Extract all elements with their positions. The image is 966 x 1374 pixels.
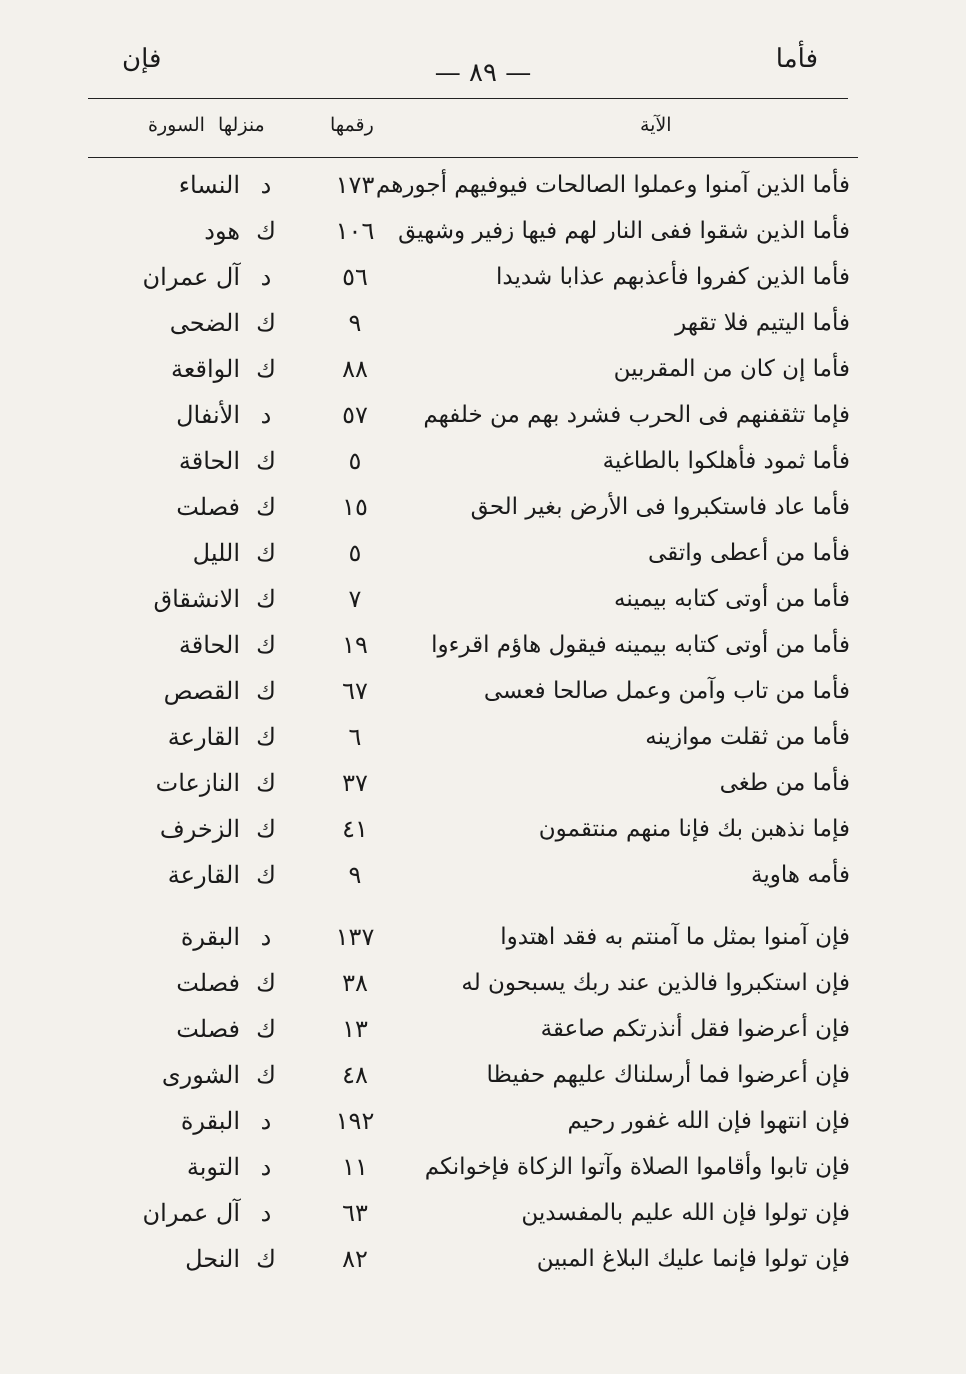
revelation-place: ك [256, 539, 276, 567]
table-row [0, 530, 966, 576]
sura-name: البقرة [180, 1107, 240, 1135]
sura-name: البقرة [180, 923, 240, 951]
aya-text: فأما من تاب وآمن وعمل صالحا فعسى [483, 678, 850, 704]
table-row [0, 208, 966, 254]
sura-name: هود [204, 217, 240, 245]
table-row [0, 1006, 966, 1052]
aya-number: ١٠٦ [335, 217, 375, 245]
table-row [0, 668, 966, 714]
sura-name: الليل [192, 539, 240, 567]
table-row [0, 484, 966, 530]
revelation-place: ك [256, 309, 276, 337]
sura-name: آل عمران [142, 263, 240, 291]
table-row [0, 1052, 966, 1098]
aya-text: فأما اليتيم فلا تقهر [675, 310, 850, 336]
aya-number: ٧ [348, 585, 362, 613]
aya-text: فإما نذهبن بك فإنا منهم منتقمون [538, 816, 850, 842]
running-header-right: فأما [775, 44, 818, 74]
table-row [0, 852, 966, 898]
column-header-aya: الآية [640, 114, 672, 136]
sura-name: الأنفال [176, 401, 240, 429]
table-row [0, 300, 966, 346]
revelation-place: د [260, 263, 272, 291]
table-row [0, 760, 966, 806]
aya-number: ٥٦ [342, 263, 368, 291]
table-row [0, 806, 966, 852]
revelation-place: ك [256, 631, 276, 659]
aya-number: ٨٢ [342, 1245, 368, 1273]
revelation-place: ك [256, 1015, 276, 1043]
aya-number: ٥٧ [342, 401, 368, 429]
revelation-place: ك [256, 585, 276, 613]
table-row [0, 960, 966, 1006]
aya-number: ٨٨ [342, 355, 368, 383]
sura-name: القارعة [167, 723, 240, 751]
aya-number: ١٥ [342, 493, 368, 521]
aya-text: فإن استكبروا فالذين عند ربك يسبحون له [461, 970, 850, 996]
revelation-place: د [260, 1153, 272, 1181]
revelation-place: ك [256, 723, 276, 751]
sura-name: الواقعة [171, 355, 240, 383]
sura-name: فصلت [176, 969, 240, 997]
revelation-place: ك [256, 493, 276, 521]
aya-text: فإن أعرضوا فما أرسلناك عليهم حفيظا [486, 1062, 850, 1088]
sura-name: النحل [185, 1245, 240, 1273]
revelation-place: ك [256, 355, 276, 383]
sura-name: الشورى [161, 1061, 240, 1089]
sura-name: التوبة [186, 1153, 240, 1181]
table-row [0, 346, 966, 392]
header-rule [88, 98, 848, 99]
table-row [0, 1144, 966, 1190]
column-header-sura: السورة [148, 114, 205, 136]
aya-number: ١٣٧ [335, 923, 375, 951]
sura-name: الحاقة [178, 447, 240, 475]
revelation-place: ك [256, 969, 276, 997]
revelation-place: د [260, 1107, 272, 1135]
sura-name: الضحى [169, 309, 240, 337]
revelation-place: د [260, 401, 272, 429]
running-header-left: فإن [122, 44, 162, 74]
table-row [0, 576, 966, 622]
aya-text: فإن تابوا وأقاموا الصلاة وآتوا الزكاة فإخوانكم [424, 1154, 850, 1180]
table-row [0, 162, 966, 208]
aya-number: ٦٧ [342, 677, 368, 705]
aya-number: ٣٧ [342, 769, 368, 797]
aya-number: ٤١ [342, 815, 368, 843]
aya-text: فإن انتهوا فإن الله غفور رحيم [567, 1108, 850, 1134]
aya-number: ٦٣ [342, 1199, 368, 1227]
sura-name: آل عمران [142, 1199, 240, 1227]
aya-text: فإن تولوا فإن الله عليم بالمفسدين [521, 1200, 850, 1226]
sura-name: القصص [163, 677, 240, 705]
table-row [0, 1190, 966, 1236]
aya-text: فأما من طغى [719, 770, 850, 796]
sura-name: الحاقة [178, 631, 240, 659]
sura-name: فصلت [176, 1015, 240, 1043]
aya-number: ١٩٢ [335, 1107, 375, 1135]
sura-name: الانشقاق [153, 585, 240, 613]
aya-number: ٩ [348, 309, 362, 337]
aya-number: ١٧٣ [335, 171, 375, 199]
table-row [0, 254, 966, 300]
aya-text: فأما من أعطى واتقى [648, 540, 850, 566]
aya-text: فأما من أوتى كتابه بيمينه فيقول هاؤم اقرءوا [431, 632, 850, 658]
table-row [0, 1098, 966, 1144]
table-row [0, 438, 966, 484]
page-number: — ٨٩ — [434, 58, 532, 88]
aya-number: ٩ [348, 861, 362, 889]
aya-text: فأما إن كان من المقربين [613, 356, 850, 382]
revelation-place: ك [256, 677, 276, 705]
revelation-place: د [260, 171, 272, 199]
aya-text: فإن آمنوا بمثل ما آمنتم به فقد اهتدوا [500, 924, 850, 950]
aya-number: ٥ [348, 539, 362, 567]
aya-number: ١٣ [342, 1015, 368, 1043]
column-header-rule [88, 157, 858, 158]
sura-name: القارعة [167, 861, 240, 889]
table-row [0, 714, 966, 760]
aya-text: فأما الذين شقوا ففى النار لهم فيها زفير وشهيق [398, 218, 850, 244]
revelation-place: د [260, 1199, 272, 1227]
aya-number: ٥ [348, 447, 362, 475]
sura-name: النازعات [155, 769, 240, 797]
aya-text: فإن تولوا فإنما عليك البلاغ المبين [536, 1246, 850, 1272]
aya-number: ١١ [342, 1153, 368, 1181]
column-header-number: رقمها [330, 114, 374, 136]
aya-text: فأما الذين آمنوا وعملوا الصالحات فيوفيهم أجورهم [375, 172, 850, 198]
aya-text: فإما تثقفنهم فى الحرب فشرد بهم من خلفهم [423, 402, 850, 428]
aya-text: فأما عاد فاستكبروا فى الأرض بغير الحق [470, 494, 850, 520]
table-row [0, 392, 966, 438]
sura-name: فصلت [176, 493, 240, 521]
aya-number: ٤٨ [342, 1061, 368, 1089]
aya-text: فأمه هاوية [751, 862, 850, 888]
aya-text: فأما ثمود فأهلكوا بالطاغية [602, 448, 850, 474]
revelation-place: ك [256, 1061, 276, 1089]
column-header-place: منزلها [218, 114, 265, 136]
table-row [0, 622, 966, 668]
revelation-place: ك [256, 861, 276, 889]
aya-text: فأما من ثقلت موازينه [645, 724, 850, 750]
revelation-place: د [260, 923, 272, 951]
aya-text: فإن أعرضوا فقل أنذرتكم صاعقة [540, 1016, 850, 1042]
sura-name: النساء [178, 171, 240, 199]
table-row [0, 914, 966, 960]
aya-number: ٦ [348, 723, 362, 751]
revelation-place: ك [256, 1245, 276, 1273]
sura-name: الزخرف [159, 815, 240, 843]
revelation-place: ك [256, 769, 276, 797]
revelation-place: ك [256, 815, 276, 843]
aya-number: ٣٨ [342, 969, 368, 997]
revelation-place: ك [256, 447, 276, 475]
revelation-place: ك [256, 217, 276, 245]
table-row [0, 1236, 966, 1282]
aya-text: فأما من أوتى كتابه بيمينه [614, 586, 850, 612]
aya-number: ١٩ [342, 631, 368, 659]
aya-text: فأما الذين كفروا فأعذبهم عذابا شديدا [496, 264, 850, 290]
